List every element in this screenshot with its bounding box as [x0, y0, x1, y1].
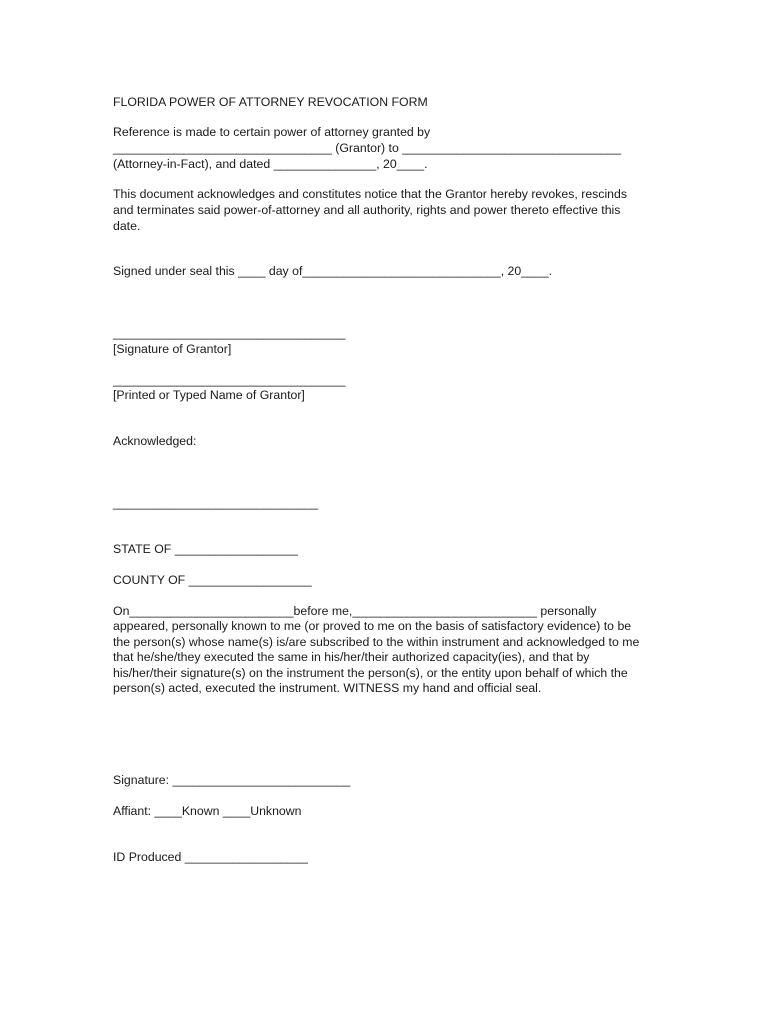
notary-signature-field: Signature: __________________________ [113, 773, 351, 787]
acknowledged-signature-line: ______________________________ [113, 496, 319, 510]
reference-line-3: (Attorney-in-Fact), and dated _______________, 20____. [113, 157, 428, 171]
notary-paragraph-line-1: On________________________before me,___________________________ personally [113, 604, 597, 618]
revocation-text-line-1: This document acknowledges and constitutes notice that the Grantor hereby revokes, rescinds [113, 187, 628, 201]
revocation-text-line-2: and terminates said power-of-attorney and all authority, rights and power thereto effective this [113, 203, 621, 217]
county-field: COUNTY OF __________________ [113, 573, 312, 587]
revocation-text-line-3: date. [113, 219, 141, 233]
reference-line-1: Reference is made to certain power of attorney granted by [113, 125, 431, 139]
signed-under-seal-line: Signed under seal this ____ day of_____________________________, 20____. [113, 264, 552, 278]
reference-line-2: ________________________________ (Grantor) to ________________________________ [113, 141, 622, 155]
document-title: FLORIDA POWER OF ATTORNEY REVOCATION FORM [113, 95, 428, 109]
grantor-signature-label: [Signature of Grantor] [113, 342, 232, 356]
notary-paragraph-line-6: person(s) acted, executed the instrument. WITNESS my hand and official seal. [113, 681, 542, 695]
notary-paragraph-line-3: the person(s) whose name(s) is/are subscribed to the within instrument and acknowledged to me [113, 635, 640, 649]
grantor-printed-name-line: __________________________________ [113, 373, 346, 387]
affiant-field: Affiant: ____Known ____Unknown [113, 804, 302, 818]
grantor-signature-line: __________________________________ [113, 326, 346, 340]
notary-paragraph-line-5: his/her/their signature(s) on the instrument the person(s), or the entity upon behalf of which the [113, 666, 628, 680]
state-field: STATE OF __________________ [113, 542, 298, 556]
acknowledged-label: Acknowledged: [113, 434, 197, 448]
notary-paragraph-line-2: appeared, personally known to me (or proved to me on the basis of satisfactory evidence) to be [113, 619, 632, 633]
grantor-printed-name-label: [Printed or Typed Name of Grantor] [113, 388, 305, 402]
notary-paragraph-line-4: that he/she/they executed the same in his/her/their authorized capacity(ies), and that by [113, 650, 590, 664]
id-produced-field: ID Produced __________________ [113, 850, 308, 864]
